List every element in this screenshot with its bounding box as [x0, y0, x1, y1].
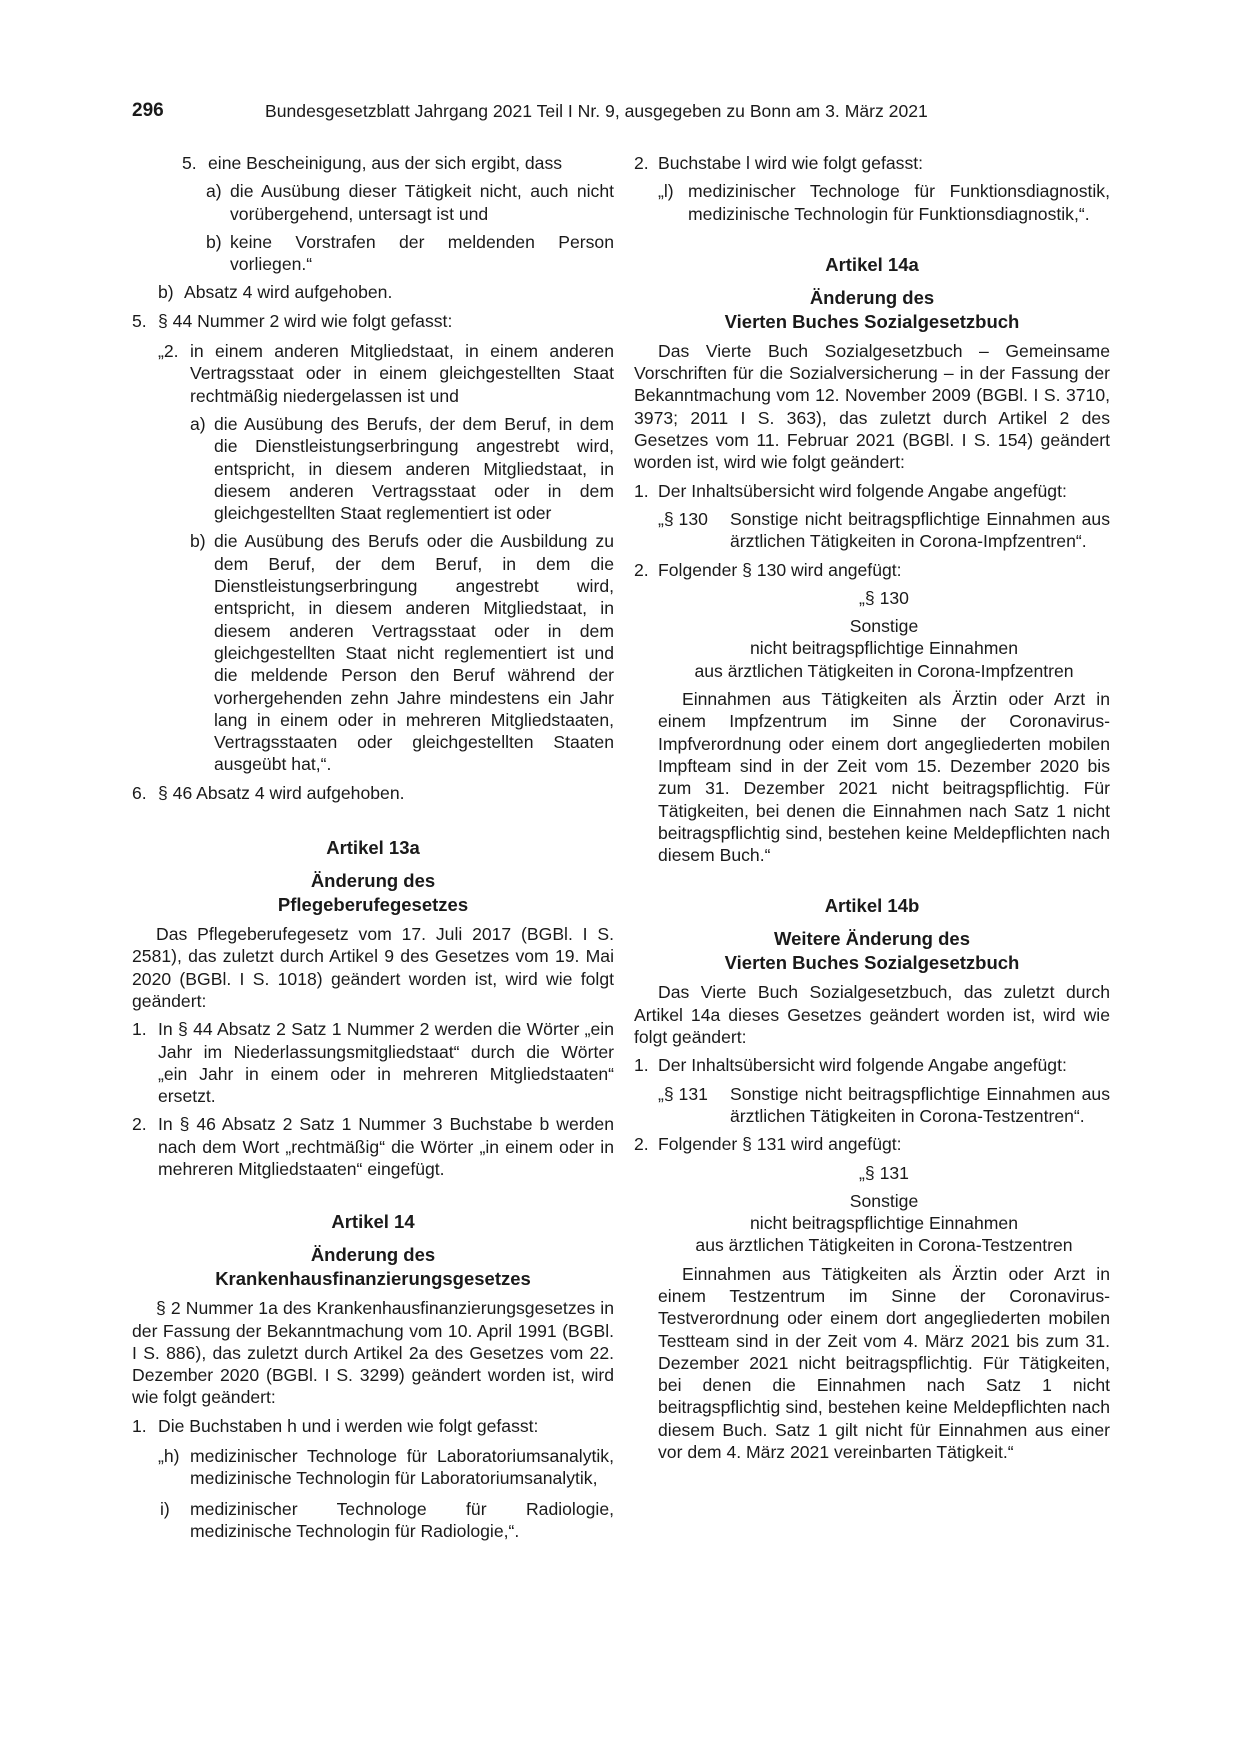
article-title-line: Pflegeberufegesetzes — [277, 894, 469, 916]
item-label: 5. — [182, 153, 197, 173]
article-intro: § 2 Nummer 1a des Krankenhausfinanzierungsgesetzes in der Fassung der Bekanntmachung vom 10. April 1991 (BGBl. I S. 886), das zuletzt durch Artikel 2a des Gesetzes vom 22. Dezember 2020 (BGBl. I S. 3299) geändert worden ist, wird wie folgt geändert: — [132, 1298, 614, 1408]
article-title — [634, 286, 1110, 334]
article-heading: Artikel 14a — [825, 253, 919, 275]
paragraph-title-line: nicht beitragspflichtige Einnahmen — [750, 638, 1018, 659]
item-label: b) — [158, 282, 174, 303]
list-item — [634, 1083, 1110, 1128]
item-label: „§ 130 — [658, 508, 708, 529]
item-label: 1. — [132, 1415, 147, 1436]
article-title — [132, 1243, 614, 1291]
paragraph-heading — [634, 1162, 1110, 1257]
item-text: Buchstabe l wird wie folgt gefasst: — [658, 153, 924, 173]
left-column — [132, 152, 614, 1542]
item-text: die Ausübung des Berufs oder die Ausbildung zu dem Beruf, der dem Beruf, in dem die Dienstleistungserbringung angestrebt wird, entspricht, in diesem anderen Mitgliedstaat, in diesem anderen Vertragsstaat oder in dem gleichgestellten Staat nicht reglementiert ist und die meldende Person den Beruf während der vorhergehenden zehn Jahre mindestens ein Jahr lang in einem oder in mehreren Mitgliedstaaten, Vertragsstaaten oder gleichgestellten Staaten ausgeübt hat,“. — [214, 531, 614, 775]
page-number: 296 — [132, 100, 164, 121]
list-item — [634, 1133, 1110, 1155]
list-item — [634, 559, 1110, 581]
item-label: b) — [190, 531, 206, 552]
paragraph-title-line: aus ärztlichen Tätigkeiten in Corona-Impfzentren — [694, 660, 1074, 681]
item-text: Sonstige nicht beitragspflichtige Einnahmen aus ärztlichen Tätigkeiten in Corona-Impfzentren“. — [730, 508, 1110, 552]
article-title-line: Krankenhausfinanzierungsgesetzes — [215, 1268, 531, 1290]
item-text: Sonstige nicht beitragspflichtige Einnahmen aus ärztlichen Tätigkeiten in Corona-Testzentren“. — [730, 1083, 1110, 1126]
item-label: „§ 131 — [658, 1083, 708, 1104]
item-text: Folgender § 130 wird angefügt: — [658, 559, 902, 580]
list-item — [132, 340, 614, 407]
list-item — [132, 281, 614, 303]
item-text: in einem anderen Mitgliedstaat, in einem anderen Vertragsstaat oder in einem gleichgestellten Staat rechtmäßig niedergelassen ist und — [190, 341, 614, 406]
item-text: medizinischer Technologe für Funktionsdiagnostik, medizinische Technologin für Funktionsdiagnostik,“. — [688, 181, 1110, 224]
paragraph-title-line: Sonstige — [849, 616, 919, 637]
article-heading: Artikel 13a — [326, 837, 420, 859]
paragraph-title-line: aus ärztlichen Tätigkeiten in Corona-Testzentren — [695, 1235, 1073, 1256]
item-label: 2. — [132, 1114, 147, 1135]
item-label: 2. — [634, 559, 649, 580]
paragraph-title-line: nicht beitragspflichtige Einnahmen — [750, 1213, 1018, 1234]
item-label: 6. — [132, 782, 147, 803]
paragraph-text: Einnahmen aus Tätigkeiten als Ärztin oder Arzt in einem Testzentrum im Sinne der Coronavirus-Testverordnung oder einem dort angegliederten mobilen Testteam sind in der Zeit vom 4. März 2021 bis zum 31. Dezember 2021 nicht beitragspflichtig. Für Tätigkeiten, bei denen die Einnahmen nach Satz 1 nicht beitragspflichtig sind, bestehen keine Meldepflichten nach diesem Buch. Satz 1 gilt nicht für Einnahmen aus einer vor dem 4. März 2021 vereinbarten Tätigkeit.“ — [658, 1263, 1110, 1463]
paragraph-heading — [634, 587, 1110, 682]
item-text: § 46 Absatz 4 wird aufgehoben. — [158, 782, 405, 803]
item-label: 1. — [634, 480, 649, 501]
item-label: a) — [190, 413, 206, 434]
paragraph-title-line: Sonstige — [849, 1190, 919, 1211]
list-item — [132, 180, 614, 225]
paragraph-number: „§ 130 — [859, 587, 909, 608]
article-intro: Das Pflegeberufegesetz vom 17. Juli 2017 (BGBl. I S. 2581), das zuletzt durch Artikel 9 des Gesetzes vom 19. Mai 2020 (BGBl. I S. 1018) geändert worden ist, wird wie folgt geändert: — [132, 924, 614, 1011]
running-head: Bundesgesetzblatt Jahrgang 2021 Teil I Nr. 9, ausgegeben zu Bonn am 3. März 2021 — [265, 101, 928, 121]
list-item — [634, 508, 1110, 553]
paragraph-text: Einnahmen aus Tätigkeiten als Ärztin oder Arzt in einem Impfzentrum im Sinne der Coronavirus-Impfverordnung oder einem dort angegliederten mobilen Impfteam sind in der Zeit vom 15. Dezember 2020 bis zum 31. Dezember 2021 nicht beitragspflichtig. Für Tätigkeiten, bei denen die Einnahmen nach Satz 1 nicht beitragspflichtig sind, bestehen keine Meldepflichten nach diesem Buch.“ — [658, 689, 1110, 866]
item-text: medizinischer Technologe für Laboratoriumsanalytik, medizinische Technologin für Laboratoriumsanalytik, — [190, 1446, 614, 1489]
article-title — [132, 869, 614, 917]
list-item — [132, 782, 614, 804]
article-heading: Artikel 14b — [824, 895, 920, 917]
item-label: 1. — [634, 1055, 649, 1076]
item-text: § 44 Nummer 2 wird wie folgt gefasst: — [158, 310, 453, 331]
article-intro: Das Vierte Buch Sozialgesetzbuch – Gemeinsame Vorschriften für die Sozialversicherung – in der Fassung der Bekanntmachung vom 12. November 2009 (BGBl. I S. 3710, 3973; 2011 I S. 363), das zuletzt durch Artikel 2 des Gesetzes vom 11. Februar 2021 (BGBl. I S. 154) geändert worden ist, wird wie folgt geändert: — [634, 340, 1110, 473]
item-label: 5. — [132, 310, 147, 331]
item-text: Folgender § 131 wird angefügt: — [658, 1134, 902, 1155]
article-heading: Artikel 14 — [331, 1211, 415, 1233]
item-label: b) — [206, 231, 222, 252]
article-title-line: Änderung des — [310, 1244, 436, 1266]
item-text: eine Bescheinigung, aus der sich ergibt, dass — [208, 153, 563, 173]
article-title-line: Änderung des — [809, 286, 935, 308]
item-text: Absatz 4 wird aufgehoben. — [184, 282, 393, 303]
list-item — [132, 152, 614, 174]
article-title-line: Weitere Änderung des — [773, 928, 970, 950]
list-item — [132, 1018, 614, 1107]
list-item — [132, 1498, 614, 1543]
list-item — [132, 530, 614, 775]
page-header — [132, 100, 990, 126]
item-label: „l) — [658, 181, 674, 202]
article-title-line: Vierten Buches Sozialgesetzbuch — [724, 952, 1020, 974]
item-text: die Ausübung dieser Tätigkeit nicht, auch nicht vorübergehend, untersagt ist und — [230, 181, 614, 224]
item-text: Der Inhaltsübersicht wird folgende Angabe angefügt: — [658, 480, 1067, 501]
item-label: „h) — [158, 1446, 180, 1467]
article-title-line: Änderung des — [310, 870, 436, 892]
list-item — [132, 231, 614, 276]
list-item — [634, 480, 1110, 502]
article-title — [634, 927, 1110, 975]
item-label: i) — [160, 1498, 170, 1519]
list-item — [132, 413, 614, 524]
list-item — [634, 180, 1110, 225]
item-label: „2. — [158, 341, 179, 362]
item-label: 1. — [132, 1019, 147, 1040]
item-label: a) — [206, 181, 222, 202]
list-item — [132, 1445, 614, 1490]
article-title-line: Vierten Buches Sozialgesetzbuch — [724, 310, 1020, 332]
paragraph-number: „§ 131 — [859, 1162, 909, 1183]
item-text: Der Inhaltsübersicht wird folgende Angabe angefügt: — [658, 1055, 1067, 1076]
item-text: In § 46 Absatz 2 Satz 1 Nummer 3 Buchstabe b werden nach dem Wort „rechtmäßig“ die Wörter „in einem oder in mehreren Mitgliedstaaten“ eingefügt. — [158, 1114, 614, 1179]
item-label: 2. — [634, 153, 649, 173]
right-column — [634, 152, 1110, 1463]
item-text: medizinischer Technologe für Radiologie, medizinische Technologin für Radiologie,“. — [190, 1498, 614, 1541]
list-item — [132, 310, 614, 332]
article-intro: Das Vierte Buch Sozialgesetzbuch, das zuletzt durch Artikel 14a dieses Gesetzes geändert worden ist, wird wie folgt geändert: — [634, 982, 1110, 1048]
item-label: 2. — [634, 1134, 649, 1155]
item-text: Die Buchstaben h und i werden wie folgt gefasst: — [158, 1415, 539, 1436]
item-text: die Ausübung des Berufs, der dem Beruf, in dem die Dienstleistungserbringung angestrebt wird, entspricht, in diesem anderen Mitgliedstaat, in diesem anderen Vertragsstaat oder in dem gleichgestellten Staat reglementiert ist oder — [214, 413, 614, 524]
item-text: keine Vorstrafen der meldenden Person vorliegen.“ — [230, 231, 614, 275]
list-item — [132, 1113, 614, 1180]
list-item — [634, 1054, 1110, 1076]
list-item — [634, 152, 1110, 174]
list-item — [132, 1415, 614, 1437]
item-text: In § 44 Absatz 2 Satz 1 Nummer 2 werden die Wörter „ein Jahr im Niederlassungsmitgliedstaat“ durch die Wörter „ein Jahr in einem oder in mehreren Mitgliedstaaten“ ersetzt. — [158, 1019, 614, 1107]
